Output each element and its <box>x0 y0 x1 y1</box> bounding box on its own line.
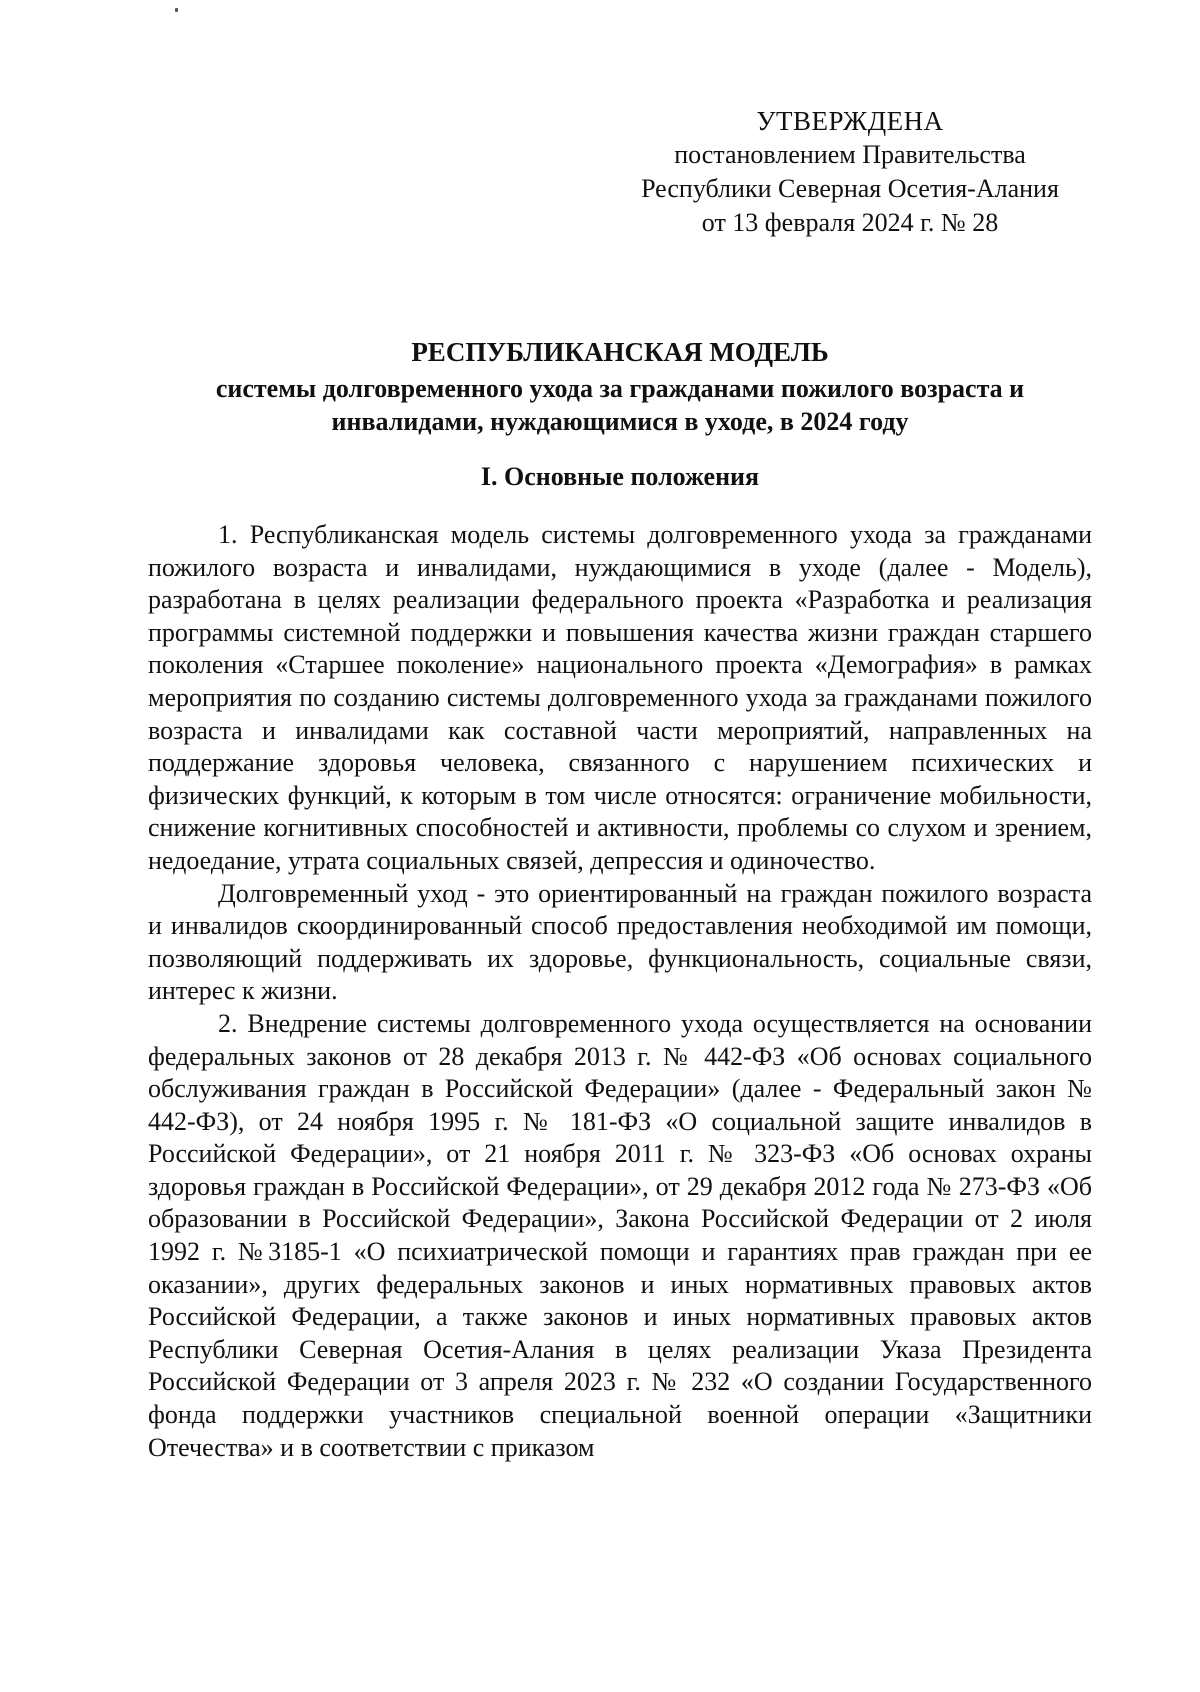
document-title: РЕСПУБЛИКАНСКАЯ МОДЕЛЬ <box>411 337 829 367</box>
section-heading: I. Основные положения <box>480 462 760 491</box>
document-title-block <box>150 334 1090 438</box>
approval-date-number: от 13 февраля 2024 г. № 28 <box>701 208 999 237</box>
approval-republic: Республики Северная Осетия-Алания <box>641 174 1059 203</box>
document-subtitle-line-2: инвалидами, нуждающимися в уходе, в 2024 году <box>331 407 909 436</box>
document-subtitle-line-1: системы долговременного ухода за гражданами пожилого возраста и <box>215 374 1025 403</box>
approval-title: УТВЕРЖДЕНА <box>756 106 944 136</box>
paragraph-2: Долговременный уход - это ориентированный на граждан пожилого возраста и инвалидов скоординированный способ предоставления необходимой им помощи, позволяющий поддерживать их здоровье, функциональность, социальные связи, интерес к жизни. <box>148 878 1092 1006</box>
paragraph-1: 1. Республиканская модель системы долговременного ухода за гражданами пожилого возраста и инвалидами, нуждающимися в уходе (далее - Модель), разработана в целях реализации федерального проекта «Разработка и реализация программы системной поддержки и повышения качества жизни граждан старшего поколения «Старшее поколение» национального проекта «Демография» в рамках мероприятия по созданию системы долговременного ухода за гражданами пожилого возраста и инвалидами как составной части мероприятий, направленных на поддержание здоровья человека, связанного с нарушением психических и физических функций, к которым в том числе относятся: ограничение мобильности, снижение когнитивных способностей и активности, проблемы со слухом и зрением, недоедание, утрата социальных связей, депрессия и одиночество. <box>148 520 1092 875</box>
scan-speck <box>175 8 178 12</box>
approval-block <box>630 104 1070 240</box>
body-text <box>148 519 1092 1464</box>
approval-resolution: постановлением Правительства <box>674 140 1026 169</box>
paragraph-3: 2. Внедрение системы долговременного ухода осуществляется на основании федеральных законов от 28 декабря 2013 г. № 442-ФЗ «Об основах социального обслуживания граждан в Российской Федерации» (далее - Федеральный закон № 442-ФЗ), от 24 ноября 1995 г. № 181-ФЗ «О социальной защите инвалидов в Российской Федерации», от 21 ноября 2011 г. № 323-ФЗ «Об основах охраны здоровья граждан в Российской Федерации», от 29 декабря 2012 года № 273-ФЗ «Об образовании в Российской Федерации», Закона Российской Федерации от 2 июля 1992 г. №3185-1 «О психиатрической помощи и гарантиях прав граждан при ее оказании», других федеральных законов и иных нормативных правовых актов Российской Федерации, а также законов и иных нормативных правовых актов Республики Северная Осетия-Алания в целях реализации Указа Президента Российской Федерации от 3 апреля 2023 г. № 232 «О создании Государственного фонда поддержки участников специальной военной операции «Защитники Отечества» и в соответствии с приказом <box>148 1008 1092 1462</box>
